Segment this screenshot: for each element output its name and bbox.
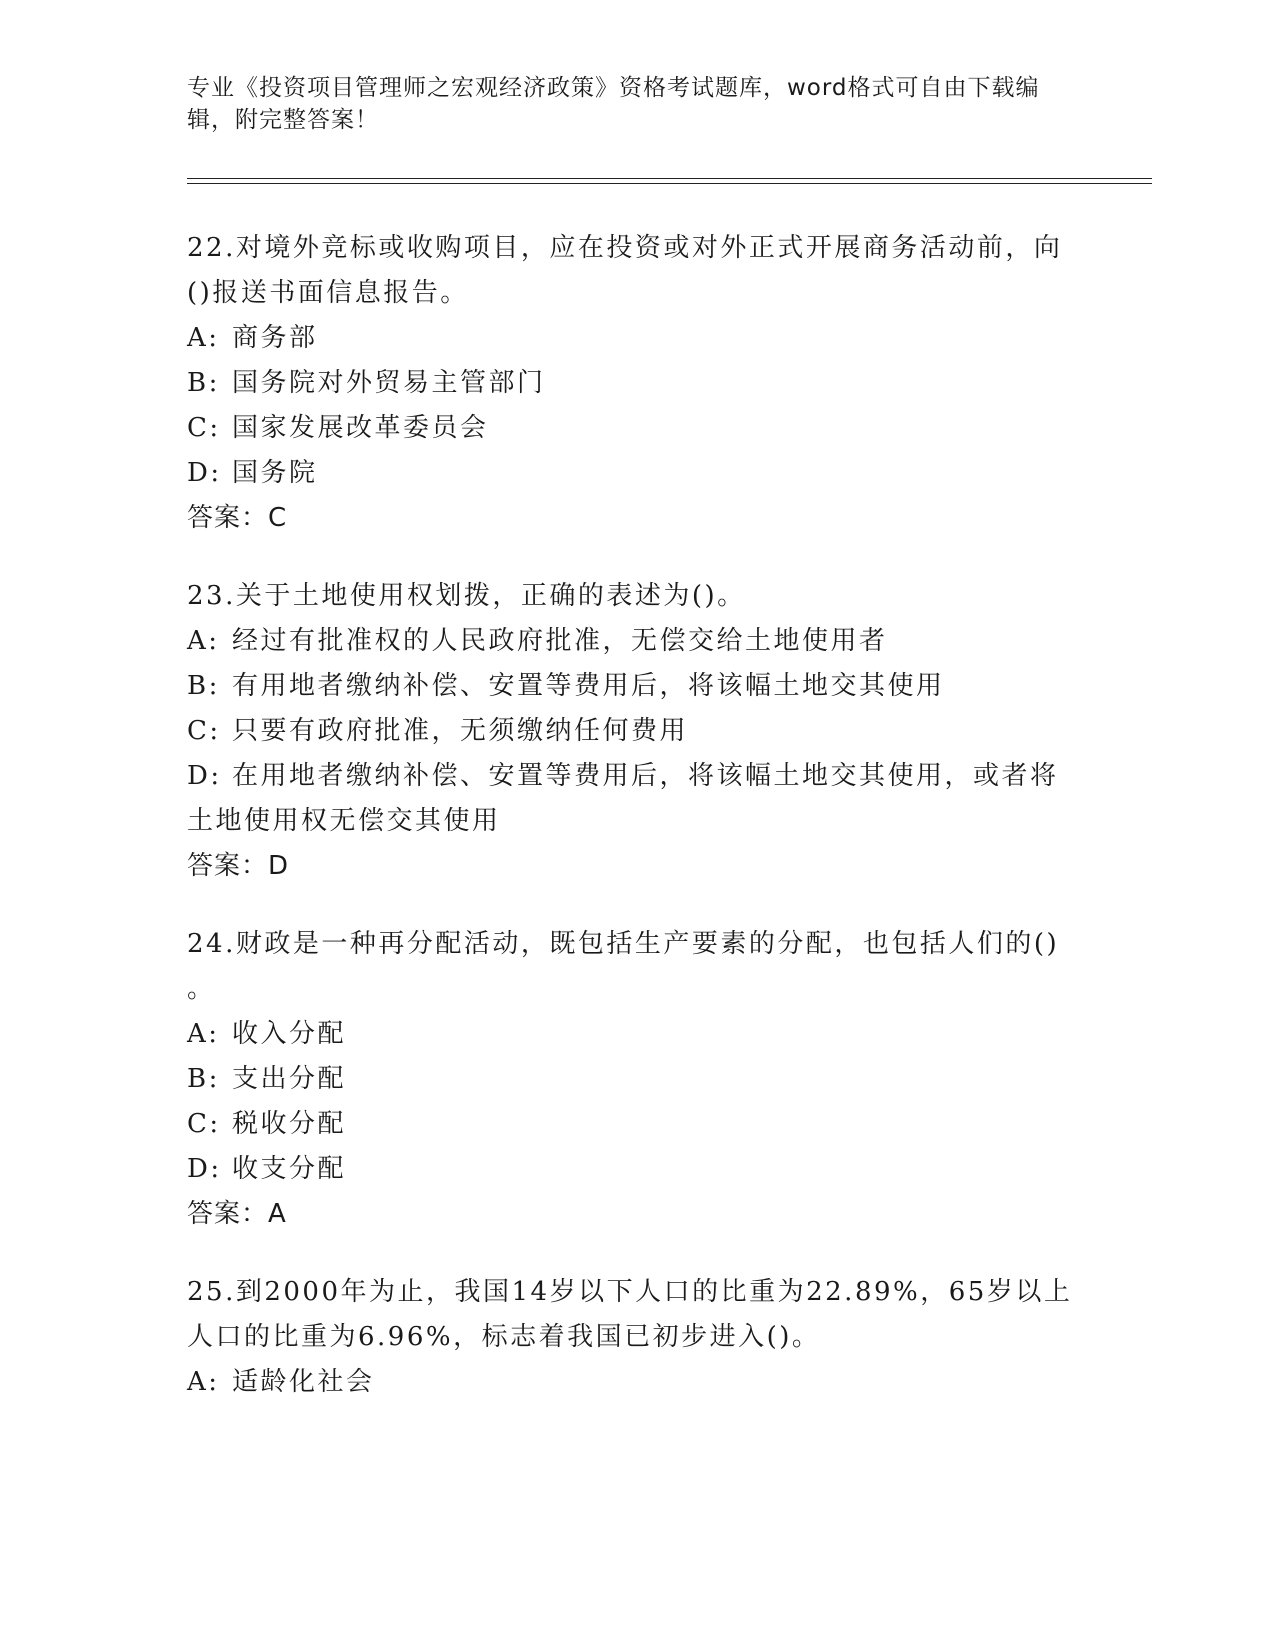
answer-line: 答案：C xyxy=(187,503,288,533)
option-d xyxy=(187,1147,1067,1192)
question-stem-line: 25.到2000年为止，我国14岁以下人口的比重为22.89%，65岁以上 xyxy=(187,1277,1073,1307)
option-text: 经过有批准权的人民政府批准，无偿交给土地使用者 xyxy=(232,626,888,656)
question-stem-line: ()报送书面信息报告。 xyxy=(187,278,469,308)
option-text: 收入分配 xyxy=(232,1019,347,1049)
option-d xyxy=(187,451,1067,496)
header-divider-bottom xyxy=(187,183,1152,184)
option-letter: A: xyxy=(187,1367,220,1397)
option-c xyxy=(187,1102,1067,1147)
option-letter: B: xyxy=(187,368,220,398)
option-text: 税收分配 xyxy=(232,1109,347,1139)
answer-line: 答案：A xyxy=(187,1199,287,1229)
option-a xyxy=(187,1012,1067,1057)
header-line-2: 辑，附完整答案！ xyxy=(187,107,379,133)
option-d xyxy=(187,754,1067,799)
option-b xyxy=(187,664,1067,709)
option-letter: C: xyxy=(187,716,221,746)
question-stem-line: 人口的比重为6.96%，标志着我国已初步进入()。 xyxy=(187,1322,821,1352)
question-stem-line: 22.对境外竞标或收购项目，应在投资或对外正式开展商务活动前，向 xyxy=(187,233,1063,263)
question-23 xyxy=(187,574,1067,889)
option-letter: A: xyxy=(187,323,220,353)
option-letter: D: xyxy=(187,1154,222,1184)
question-24 xyxy=(187,922,1067,1237)
option-text: 在用地者缴纳补偿、安置等费用后，将该幅土地交其使用，或者将 xyxy=(232,761,1059,791)
question-stem-line: 。 xyxy=(187,974,216,1004)
option-text: 有用地者缴纳补偿、安置等费用后，将该幅土地交其使用 xyxy=(232,671,945,701)
question-stem-line: 23.关于土地使用权划拨，正确的表述为()。 xyxy=(187,581,746,611)
question-stem-line: 24.财政是一种再分配活动，既包括生产要素的分配，也包括人们的() xyxy=(187,929,1060,959)
document-header xyxy=(187,72,1067,136)
option-c xyxy=(187,709,1067,754)
option-text: 适龄化社会 xyxy=(232,1367,375,1397)
option-letter: C: xyxy=(187,413,221,443)
option-letter: D: xyxy=(187,458,222,488)
option-b xyxy=(187,1057,1067,1102)
option-letter: B: xyxy=(187,671,220,701)
option-letter: C: xyxy=(187,1109,221,1139)
question-22 xyxy=(187,226,1067,541)
option-a xyxy=(187,1360,1067,1405)
option-c xyxy=(187,406,1067,451)
option-text: 商务部 xyxy=(232,323,318,353)
option-text: 国务院对外贸易主管部门 xyxy=(232,368,546,398)
option-letter: B: xyxy=(187,1064,220,1094)
option-text: 国务院 xyxy=(232,458,318,488)
option-letter: D: xyxy=(187,761,222,791)
option-letter: A: xyxy=(187,1019,220,1049)
option-d-continuation: 土地使用权无偿交其使用 xyxy=(187,806,501,836)
option-text: 只要有政府批准，无须缴纳任何费用 xyxy=(232,716,689,746)
header-divider-top xyxy=(187,178,1152,179)
option-text: 国家发展改革委员会 xyxy=(232,413,489,443)
header-line-1: 专业《投资项目管理师之宏观经济政策》资格考试题库，word格式可自由下载编 xyxy=(187,75,1040,101)
option-letter: A: xyxy=(187,626,220,656)
option-text: 支出分配 xyxy=(232,1064,347,1094)
question-25 xyxy=(187,1270,1073,1405)
option-a xyxy=(187,316,1067,361)
option-a xyxy=(187,619,1067,664)
option-b xyxy=(187,361,1067,406)
answer-line: 答案：D xyxy=(187,851,290,881)
option-text: 收支分配 xyxy=(232,1154,347,1184)
